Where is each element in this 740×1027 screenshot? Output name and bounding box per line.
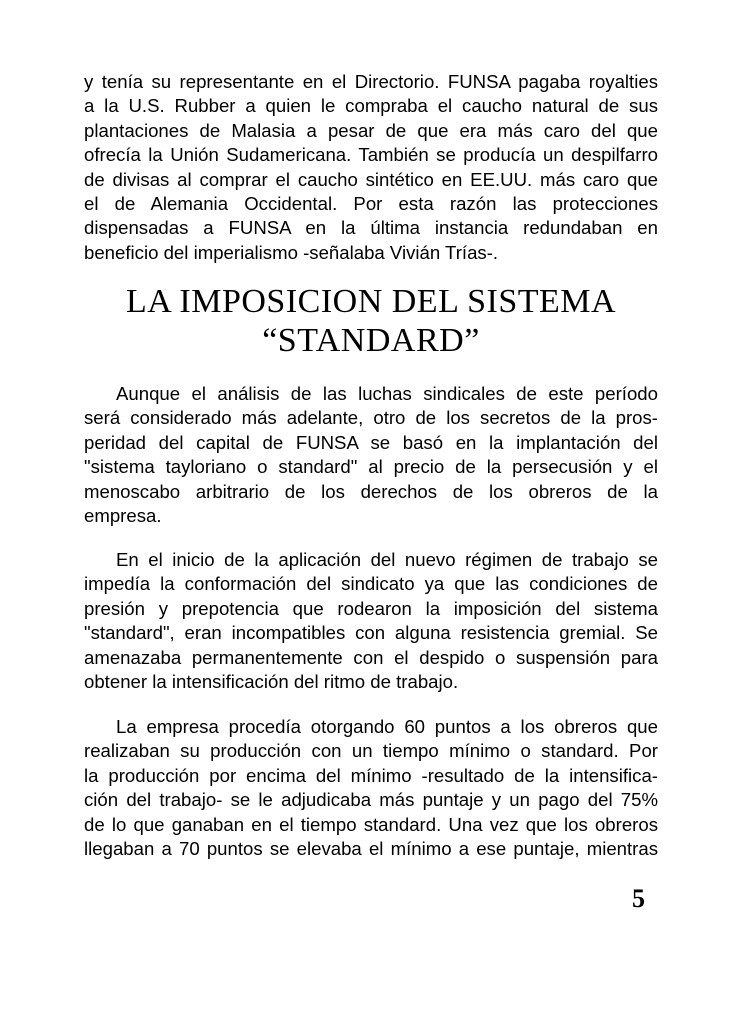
body-paragraph	[84, 548, 658, 694]
text-line: impedía la conformación del sindicato ya que las condiciones de	[84, 573, 658, 595]
text-line: de lo que ganaban en el tiempo standard. Una vez que los obreros	[84, 813, 658, 835]
text-line: "standard", eran incompatibles con alguna resistencia gremial. Se	[84, 622, 658, 644]
text-line: ofrecía la Unión Sudamericana. También se producía un despilfarro	[84, 144, 658, 166]
intro-paragraph	[84, 70, 658, 265]
body-paragraph	[84, 715, 658, 861]
text-line: En el inicio de la aplicación del nuevo régimen de trabajo se	[116, 549, 658, 570]
text-line: y tenía su representante en el Directorio. FUNSA pagaba royalties	[84, 71, 658, 92]
text-line: Aunque el análisis de las luchas sindicales de este período	[116, 383, 658, 404]
text-line: peridad del capital de FUNSA se basó en la implantación del	[84, 431, 658, 453]
text-line: empresa.	[84, 505, 162, 527]
text-line: la producción por encima del mínimo -resultado de la intensifica-	[84, 764, 658, 786]
section-heading-line-2: “STANDARD”	[262, 322, 480, 359]
text-line: "sistema tayloriano o standard" al precio de la persecusión y el	[84, 456, 658, 478]
text-line: el de Alemania Occidental. Por esta razón las protecciones	[84, 193, 658, 215]
body-paragraph	[84, 382, 658, 528]
text-line: dispensadas a FUNSA en la última instancia redundaban en	[84, 217, 658, 239]
text-line: beneficio del imperialismo -señalaba Vivián Trías-.	[84, 241, 499, 263]
section-heading-line-1: LA IMPOSICION DEL SISTEMA	[125, 283, 617, 320]
text-line: ción del trabajo- se le adjudicaba más puntaje y un pago del 75%	[84, 789, 658, 811]
text-line: será considerado más adelante, otro de los secretos de la pros-	[84, 407, 658, 429]
text-line: llegaban a 70 puntos se elevaba el mínimo a ese puntaje, mientras	[84, 838, 658, 860]
page-number: 5	[632, 884, 645, 913]
text-line: amenazaba permanentemente con el despido o suspensión para	[84, 646, 658, 668]
text-line: presión y prepotencia que rodearon la imposición del sistema	[84, 597, 658, 619]
text-line: realizaban su producción con un tiempo mínimo o standard. Por	[84, 740, 658, 762]
text-line: obtener la intensificación del ritmo de trabajo.	[84, 671, 459, 693]
text-line: plantaciones de Malasia a pesar de que era más caro del que	[84, 119, 658, 141]
text-line: La empresa procedía otorgando 60 puntos a los obreros que	[116, 716, 658, 737]
text-line: de divisas al comprar el caucho sintético en EE.UU. más caro que	[84, 168, 658, 190]
text-line: a la U.S. Rubber a quien le compraba el caucho natural de sus	[84, 95, 658, 117]
text-line: menoscabo arbitrario de los derechos de los obreros de la	[84, 480, 658, 502]
